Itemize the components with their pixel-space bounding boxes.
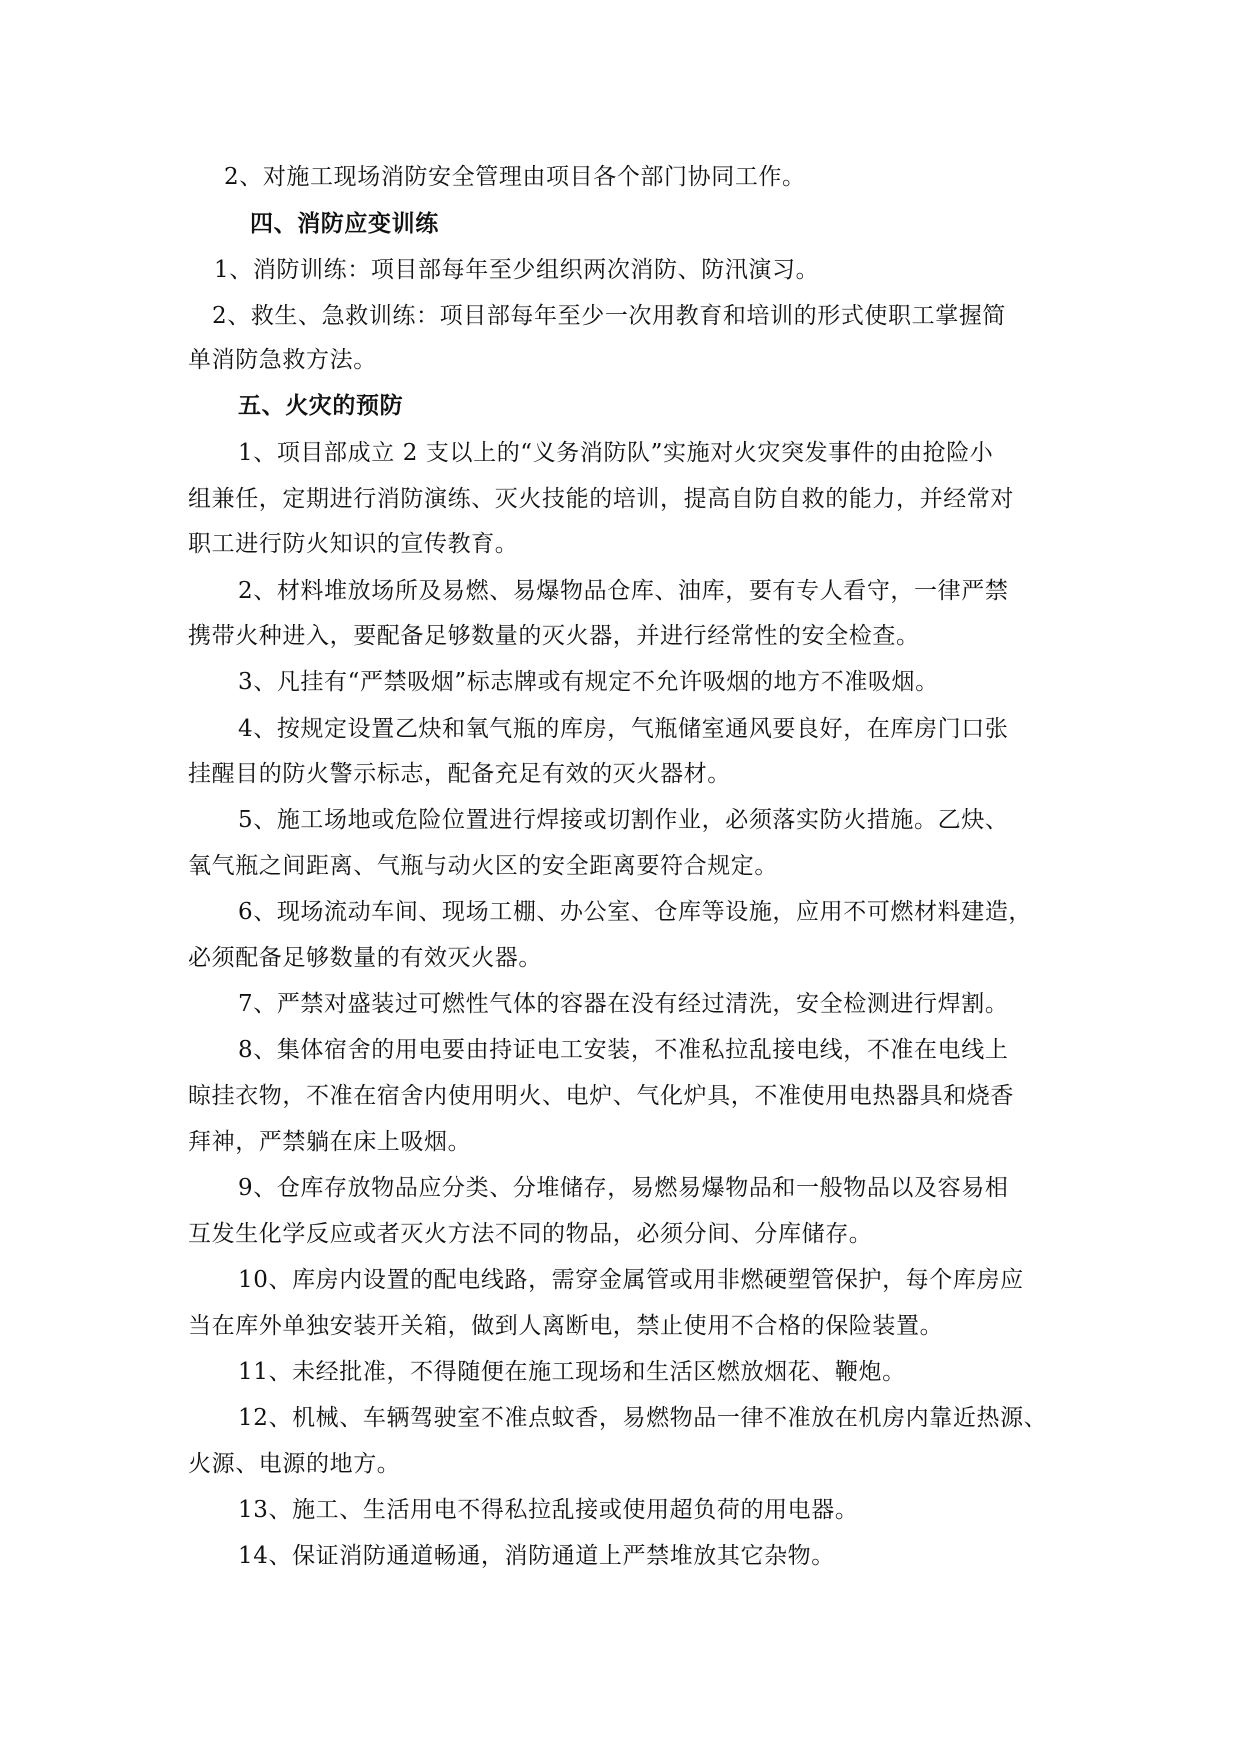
text-line: 3、凡挂有“严禁吸烟”标志牌或有规定不允许吸烟的地方不准吸烟。	[238, 669, 939, 695]
text-line: 4、按规定设置乙炔和氧气瓶的库房，气瓶储室通风要良好，在库房门口张	[238, 716, 1009, 742]
text-line: 13、施工、生活用电不得私拉乱接或使用超负荷的用电器。	[238, 1497, 859, 1523]
text-line: 火源、电源的地方。	[188, 1451, 401, 1477]
text-line: 2、对施工现场消防安全管理由项目各个部门协同工作。	[224, 164, 806, 190]
text-line: 8、集体宿舍的用电要由持证电工安装，不准私拉乱接电线，不准在电线上	[238, 1037, 1009, 1063]
text-line: 14、保证消防通道畅通，消防通道上严禁堆放其它杂物。	[238, 1543, 835, 1569]
text-line: 晾挂衣物，不准在宿舍内使用明火、电炉、气化炉具，不准使用电热器具和烧香	[188, 1083, 1014, 1109]
text-line: 拜神，严禁躺在床上吸烟。	[188, 1129, 472, 1155]
text-line: 11、未经批准，不得随便在施工现场和生活区燃放烟花、鞭炮。	[238, 1359, 906, 1385]
text-line: 职工进行防火知识的宣传教育。	[188, 531, 519, 557]
text-line: 组兼任，定期进行消防演练、灭火技能的培训，提高自防自救的能力，并经常对	[188, 486, 1014, 512]
text-line: 单消防急救方法。	[188, 347, 377, 373]
text-line: 6、现场流动车间、现场工棚、办公室、仓库等设施，应用不可燃材料建造，	[238, 899, 1033, 925]
text-line: 必须配备足够数量的有效灭火器。	[188, 945, 542, 971]
text-line: 9、仓库存放物品应分类、分堆储存，易燃易爆物品和一般物品以及容易相	[238, 1175, 1009, 1201]
text-line: 氧气瓶之间距离、气瓶与动火区的安全距离要符合规定。	[188, 853, 778, 879]
text-line: 当在库外单独安装开关箱，做到人离断电，禁止使用不合格的保险装置。	[188, 1313, 944, 1339]
text-line: 7、严禁对盛装过可燃性气体的容器在没有经过清洗，安全检测进行焊割。	[238, 991, 1009, 1017]
text-line: 2、救生、急救训练：项目部每年至少一次用教育和培训的形式使职工掌握简	[212, 303, 1007, 329]
text-line: 2、材料堆放场所及易燃、易爆物品仓库、油库，要有专人看守，一律严禁	[238, 578, 1009, 604]
text-line: 携带火种进入，要配备足够数量的灭火器，并进行经常性的安全检查。	[188, 623, 920, 649]
text-line: 1、项目部成立 2 支以上的“义务消防队”实施对火灾突发事件的由抢险小	[238, 440, 994, 466]
text-line: 互发生化学反应或者灭火方法不同的物品，必须分间、分库储存。	[188, 1221, 873, 1247]
text-line: 5、施工场地或危险位置进行焊接或切割作业，必须落实防火措施。乙炔、	[238, 807, 1009, 833]
section-heading: 五、火灾的预防	[238, 392, 404, 419]
text-line: 1、消防训练：项目部每年至少组织两次消防、防汛演习。	[214, 257, 820, 283]
text-line: 10、库房内设置的配电线路，需穿金属管或用非燃硬塑管保护，每个库房应	[238, 1267, 1024, 1293]
section-heading: 四、消防应变训练	[250, 210, 439, 237]
text-line: 12、机械、车辆驾驶室不准点蚊香，易燃物品一律不准放在机房内靠近热源、	[238, 1405, 1048, 1431]
text-line: 挂醒目的防火警示标志，配备充足有效的灭火器材。	[188, 761, 731, 787]
